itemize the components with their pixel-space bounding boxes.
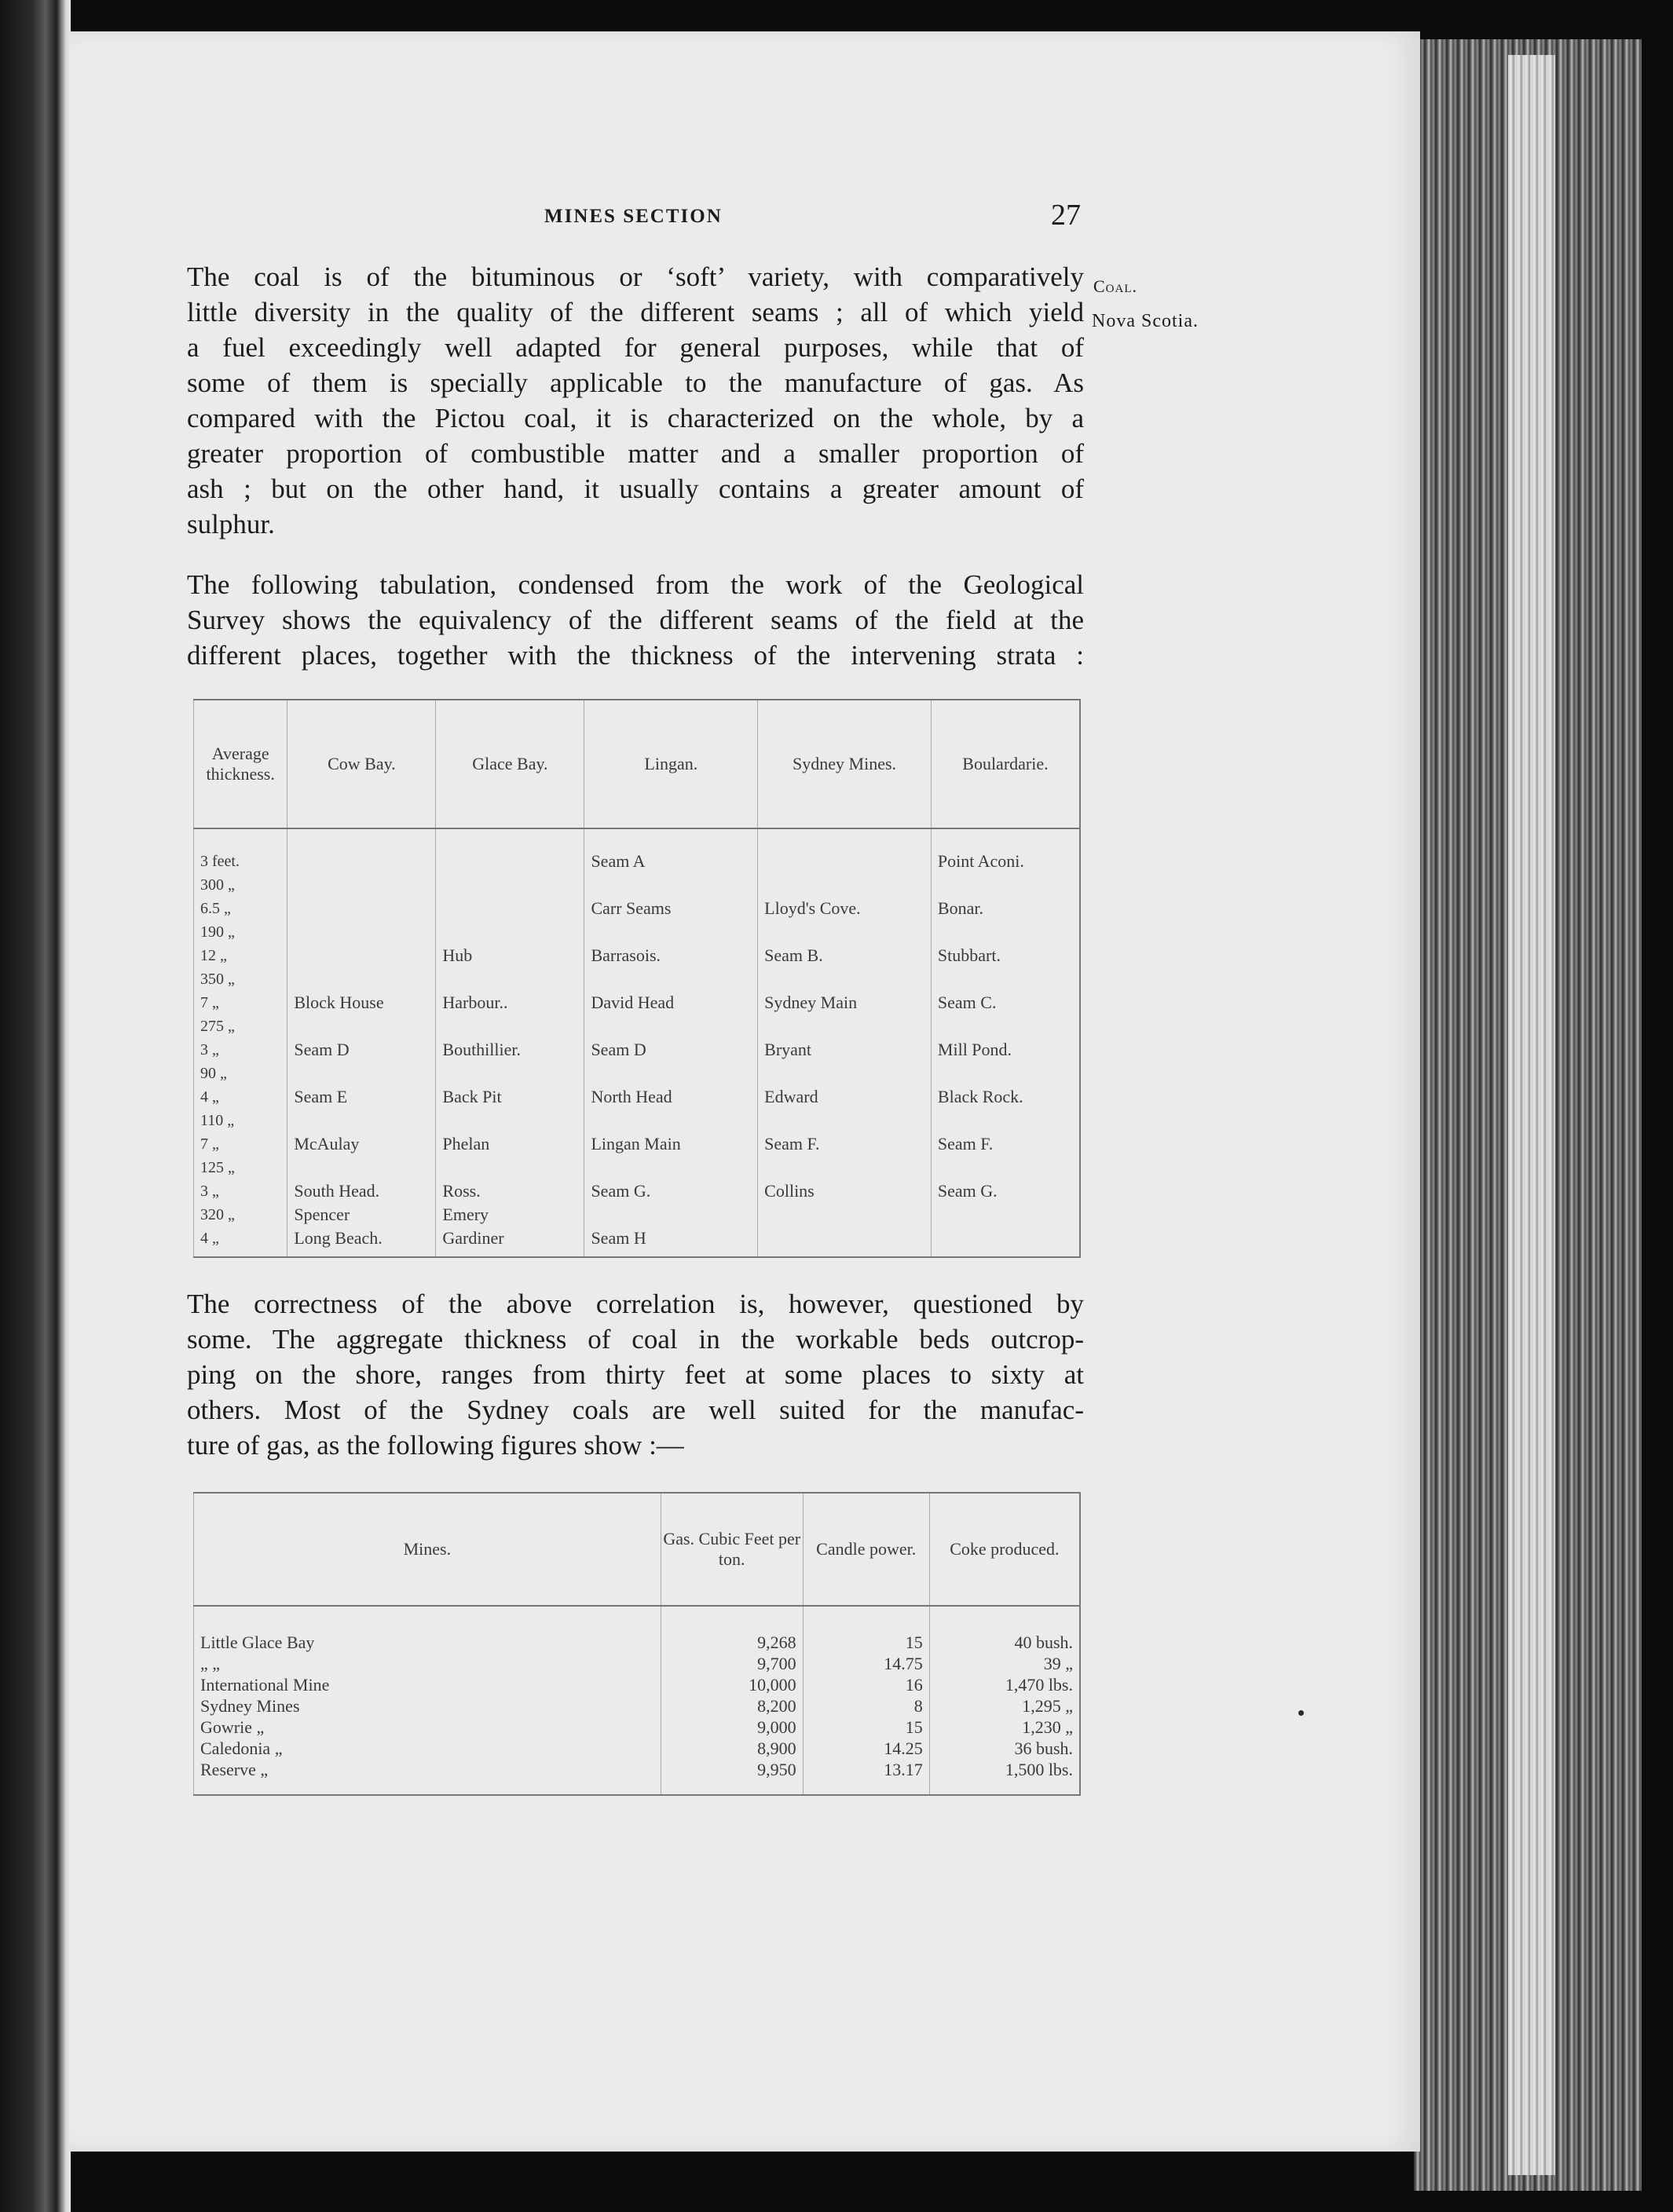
text-line: The correctness of the above correlation is, however, questioned by <box>187 1289 1084 1319</box>
table-cell: Harbour.. <box>436 991 584 1015</box>
table-cell: Edward <box>758 1085 932 1109</box>
table-cell: 15 <box>803 1717 929 1738</box>
table-row <box>194 1038 1081 1062</box>
text-line: The following tabulation, condensed from the work of the Geological <box>187 569 1084 600</box>
text-line: some of them is specially applicable to the manufacture of gas. As <box>187 367 1084 398</box>
table-cell: 9,700 <box>661 1653 803 1674</box>
column-header-gas: Gas. Cubic Feet per ton. <box>661 1493 803 1606</box>
table-cell: Seam B. <box>758 944 932 967</box>
table-cell: 7 „ <box>194 991 287 1015</box>
column-header-cow-bay: Cow Bay. <box>287 700 436 828</box>
table-cell: 9,950 <box>661 1759 803 1795</box>
table-cell: International Mine <box>194 1674 661 1695</box>
table-row <box>194 873 1081 897</box>
table-cell: Back Pit <box>436 1085 584 1109</box>
table-row <box>194 1227 1081 1257</box>
table-cell <box>436 920 584 944</box>
table-header-row <box>194 700 1081 828</box>
seams-table-body <box>194 828 1081 1257</box>
column-header-mines: Mines. <box>194 1493 661 1606</box>
text-line: greater proportion of combustible matter and a smaller proportion of <box>187 438 1084 469</box>
column-header-lingan: Lingan. <box>584 700 758 828</box>
text-line: some. The aggregate thickness of coal in the workable beds outcrop- <box>187 1324 1084 1355</box>
table-cell <box>931 1203 1080 1227</box>
table-cell: Seam A <box>584 828 758 873</box>
column-header-glace-bay: Glace Bay. <box>436 700 584 828</box>
table-cell: 10,000 <box>661 1674 803 1695</box>
table-cell <box>287 828 436 873</box>
table-cell <box>758 1156 932 1179</box>
table-cell: 8,900 <box>661 1738 803 1759</box>
table-cell <box>931 1015 1080 1038</box>
table-cell: Hub <box>436 944 584 967</box>
table-cell: Long Beach. <box>287 1227 436 1257</box>
table-cell: North Head <box>584 1085 758 1109</box>
table-cell: 300 „ <box>194 873 287 897</box>
margin-note-nova-scotia: Nova Scotia. <box>1092 311 1199 331</box>
table-cell: 275 „ <box>194 1015 287 1038</box>
gas-table-body <box>194 1606 1081 1795</box>
table-row <box>194 1653 1081 1674</box>
table-cell: 1,230 „ <box>929 1717 1080 1738</box>
table-cell: „ „ <box>194 1653 661 1674</box>
table-cell <box>758 828 932 873</box>
table-cell: 16 <box>803 1674 929 1695</box>
table-cell <box>287 1015 436 1038</box>
table-cell: 350 „ <box>194 967 287 991</box>
table-cell: 3 „ <box>194 1038 287 1062</box>
table-cell: 9,268 <box>661 1606 803 1653</box>
table-cell <box>584 1015 758 1038</box>
table-cell: 320 „ <box>194 1203 287 1227</box>
table-cell <box>287 967 436 991</box>
table-cell: 9,000 <box>661 1717 803 1738</box>
margin-note-coal: Coal. <box>1093 276 1138 296</box>
column-header-boulardarie: Boulardarie. <box>931 700 1080 828</box>
table-cell: Bouthillier. <box>436 1038 584 1062</box>
table-row <box>194 1015 1081 1038</box>
table-cell: 40 bush. <box>929 1606 1080 1653</box>
table-cell: Caledonia „ <box>194 1738 661 1759</box>
table-cell <box>931 1156 1080 1179</box>
table-cell: Mill Pond. <box>931 1038 1080 1062</box>
table-cell <box>436 1109 584 1132</box>
text-line: compared with the Pictou coal, it is characterized on the whole, by a <box>187 403 1084 433</box>
table-row <box>194 1132 1081 1156</box>
table-cell: Seam H <box>584 1227 758 1257</box>
table-row <box>194 897 1081 920</box>
table-cell: 15 <box>803 1606 929 1653</box>
ink-speck <box>1298 1710 1304 1716</box>
table-cell: Gardiner <box>436 1227 584 1257</box>
running-header: MINES SECTION <box>544 206 723 227</box>
table-cell: Point Aconi. <box>931 828 1080 873</box>
paragraph-correlation-remark <box>187 1286 1084 1463</box>
table-row <box>194 1606 1081 1653</box>
table-cell <box>931 920 1080 944</box>
table-cell <box>931 873 1080 897</box>
table-cell: 4 „ <box>194 1227 287 1257</box>
table-row <box>194 1203 1081 1227</box>
table-cell: Reserve „ <box>194 1759 661 1795</box>
table-cell: 6.5 „ <box>194 897 287 920</box>
table-row <box>194 1156 1081 1179</box>
table-cell: Little Glace Bay <box>194 1606 661 1653</box>
seams-correlation-table <box>193 699 1081 1258</box>
table-cell: 190 „ <box>194 920 287 944</box>
page-number: 27 <box>1051 199 1081 232</box>
table-cell: Emery <box>436 1203 584 1227</box>
table-cell: Seam D <box>287 1038 436 1062</box>
table-cell: McAulay <box>287 1132 436 1156</box>
table-cell: Lloyd's Cove. <box>758 897 932 920</box>
table-cell <box>584 873 758 897</box>
table-cell <box>584 1156 758 1179</box>
table-cell <box>584 1062 758 1085</box>
table-cell: 90 „ <box>194 1062 287 1085</box>
table-cell: Seam D <box>584 1038 758 1062</box>
table-cell: Bonar. <box>931 897 1080 920</box>
table-cell <box>758 1203 932 1227</box>
text-line: little diversity in the quality of the different seams ; all of which yield <box>187 297 1084 327</box>
text-line: others. Most of the Sydney coals are well suited for the manufac- <box>187 1395 1084 1425</box>
table-cell: Black Rock. <box>931 1085 1080 1109</box>
table-cell: Carr Seams <box>584 897 758 920</box>
table-cell: Spencer <box>287 1203 436 1227</box>
book-page-edges <box>1414 39 1642 2191</box>
paragraph-tabulation-intro <box>187 567 1084 673</box>
table-cell: Seam F. <box>931 1132 1080 1156</box>
table-cell <box>287 1062 436 1085</box>
table-cell <box>584 1109 758 1132</box>
table-cell <box>287 897 436 920</box>
table-cell: 125 „ <box>194 1156 287 1179</box>
paragraph-coal-description <box>187 259 1084 542</box>
text-line: ping on the shore, ranges from thirty feet at some places to sixty at <box>187 1359 1084 1390</box>
text-line: The coal is of the bituminous or ‘soft’ variety, with comparatively <box>187 261 1084 292</box>
table-cell: Seam C. <box>931 991 1080 1015</box>
table-cell <box>584 920 758 944</box>
table-cell <box>584 967 758 991</box>
table-cell: 13.17 <box>803 1759 929 1795</box>
table-cell: 3 feet. <box>194 828 287 873</box>
table-cell: Gowrie „ <box>194 1717 661 1738</box>
table-cell <box>287 1156 436 1179</box>
table-row <box>194 1695 1081 1717</box>
text-line: ash ; but on the other hand, it usually contains a greater amount of <box>187 473 1084 504</box>
table-cell: Seam G. <box>931 1179 1080 1203</box>
table-cell: 14.75 <box>803 1653 929 1674</box>
table-cell: Stubbart. <box>931 944 1080 967</box>
table-row <box>194 1062 1081 1085</box>
table-cell <box>758 967 932 991</box>
table-row <box>194 920 1081 944</box>
table-cell <box>436 828 584 873</box>
text-line: different places, together with the thickness of the intervening strata : <box>187 640 1084 671</box>
text-line: a fuel exceedingly well adapted for general purposes, while that of <box>187 332 1084 363</box>
table-cell <box>758 1227 932 1257</box>
table-cell: 36 bush. <box>929 1738 1080 1759</box>
table-cell <box>758 920 932 944</box>
table-cell: Block House <box>287 991 436 1015</box>
table-cell <box>436 1062 584 1085</box>
table-cell <box>287 944 436 967</box>
table-cell: 110 „ <box>194 1109 287 1132</box>
gas-yield-table <box>193 1492 1081 1796</box>
table-cell <box>758 873 932 897</box>
table-cell <box>287 1109 436 1132</box>
table-cell: Seam F. <box>758 1132 932 1156</box>
table-row <box>194 1179 1081 1203</box>
table-cell: 8,200 <box>661 1695 803 1717</box>
table-cell: 1,295 „ <box>929 1695 1080 1717</box>
column-header-coke-produced: Coke produced. <box>929 1493 1080 1606</box>
table-cell <box>436 1156 584 1179</box>
table-cell: 4 „ <box>194 1085 287 1109</box>
table-cell: South Head. <box>287 1179 436 1203</box>
table-cell <box>931 1227 1080 1257</box>
table-cell: Seam G. <box>584 1179 758 1203</box>
table-cell: 39 „ <box>929 1653 1080 1674</box>
column-header-sydney-mines: Sydney Mines. <box>758 700 932 828</box>
table-cell <box>931 967 1080 991</box>
table-row <box>194 1738 1081 1759</box>
table-cell: Sydney Main <box>758 991 932 1015</box>
table-cell: Lingan Main <box>584 1132 758 1156</box>
table-cell: Phelan <box>436 1132 584 1156</box>
table-cell: 1,500 lbs. <box>929 1759 1080 1795</box>
book-spine-left <box>0 0 71 2212</box>
table-cell: Ross. <box>436 1179 584 1203</box>
table-cell: 12 „ <box>194 944 287 967</box>
table-cell: Collins <box>758 1179 932 1203</box>
table-header-row <box>194 1493 1081 1606</box>
table-cell <box>758 1062 932 1085</box>
table-cell: David Head <box>584 991 758 1015</box>
table-row <box>194 944 1081 967</box>
table-row <box>194 1109 1081 1132</box>
table-cell: Barrasois. <box>584 944 758 967</box>
table-cell <box>758 1109 932 1132</box>
table-cell: Seam E <box>287 1085 436 1109</box>
table-cell <box>436 1015 584 1038</box>
table-cell <box>287 873 436 897</box>
table-row <box>194 1717 1081 1738</box>
table-cell <box>931 1062 1080 1085</box>
table-cell: 1,470 lbs. <box>929 1674 1080 1695</box>
table-cell: 14.25 <box>803 1738 929 1759</box>
text-line: sulphur. <box>187 509 275 539</box>
table-cell: 7 „ <box>194 1132 287 1156</box>
page-edge-strip <box>1508 55 1555 2175</box>
table-cell <box>758 1015 932 1038</box>
table-cell <box>287 920 436 944</box>
text-line: ture of gas, as the following figures show :— <box>187 1430 684 1461</box>
table-row <box>194 1674 1081 1695</box>
column-header-candle-power: Candle power. <box>803 1493 929 1606</box>
text-line: Survey shows the equivalency of the different seams of the field at the <box>187 605 1084 635</box>
table-row <box>194 1759 1081 1795</box>
table-cell: Bryant <box>758 1038 932 1062</box>
table-row <box>194 828 1081 873</box>
column-header-average-thickness: Average thickness. <box>194 700 287 828</box>
table-cell: Sydney Mines <box>194 1695 661 1717</box>
table-cell: 3 „ <box>194 1179 287 1203</box>
table-cell <box>931 1109 1080 1132</box>
table-cell <box>584 1203 758 1227</box>
table-cell <box>436 967 584 991</box>
table-row <box>194 1085 1081 1109</box>
table-cell: 8 <box>803 1695 929 1717</box>
table-cell <box>436 897 584 920</box>
table-cell <box>436 873 584 897</box>
table-row <box>194 991 1081 1015</box>
table-row <box>194 967 1081 991</box>
